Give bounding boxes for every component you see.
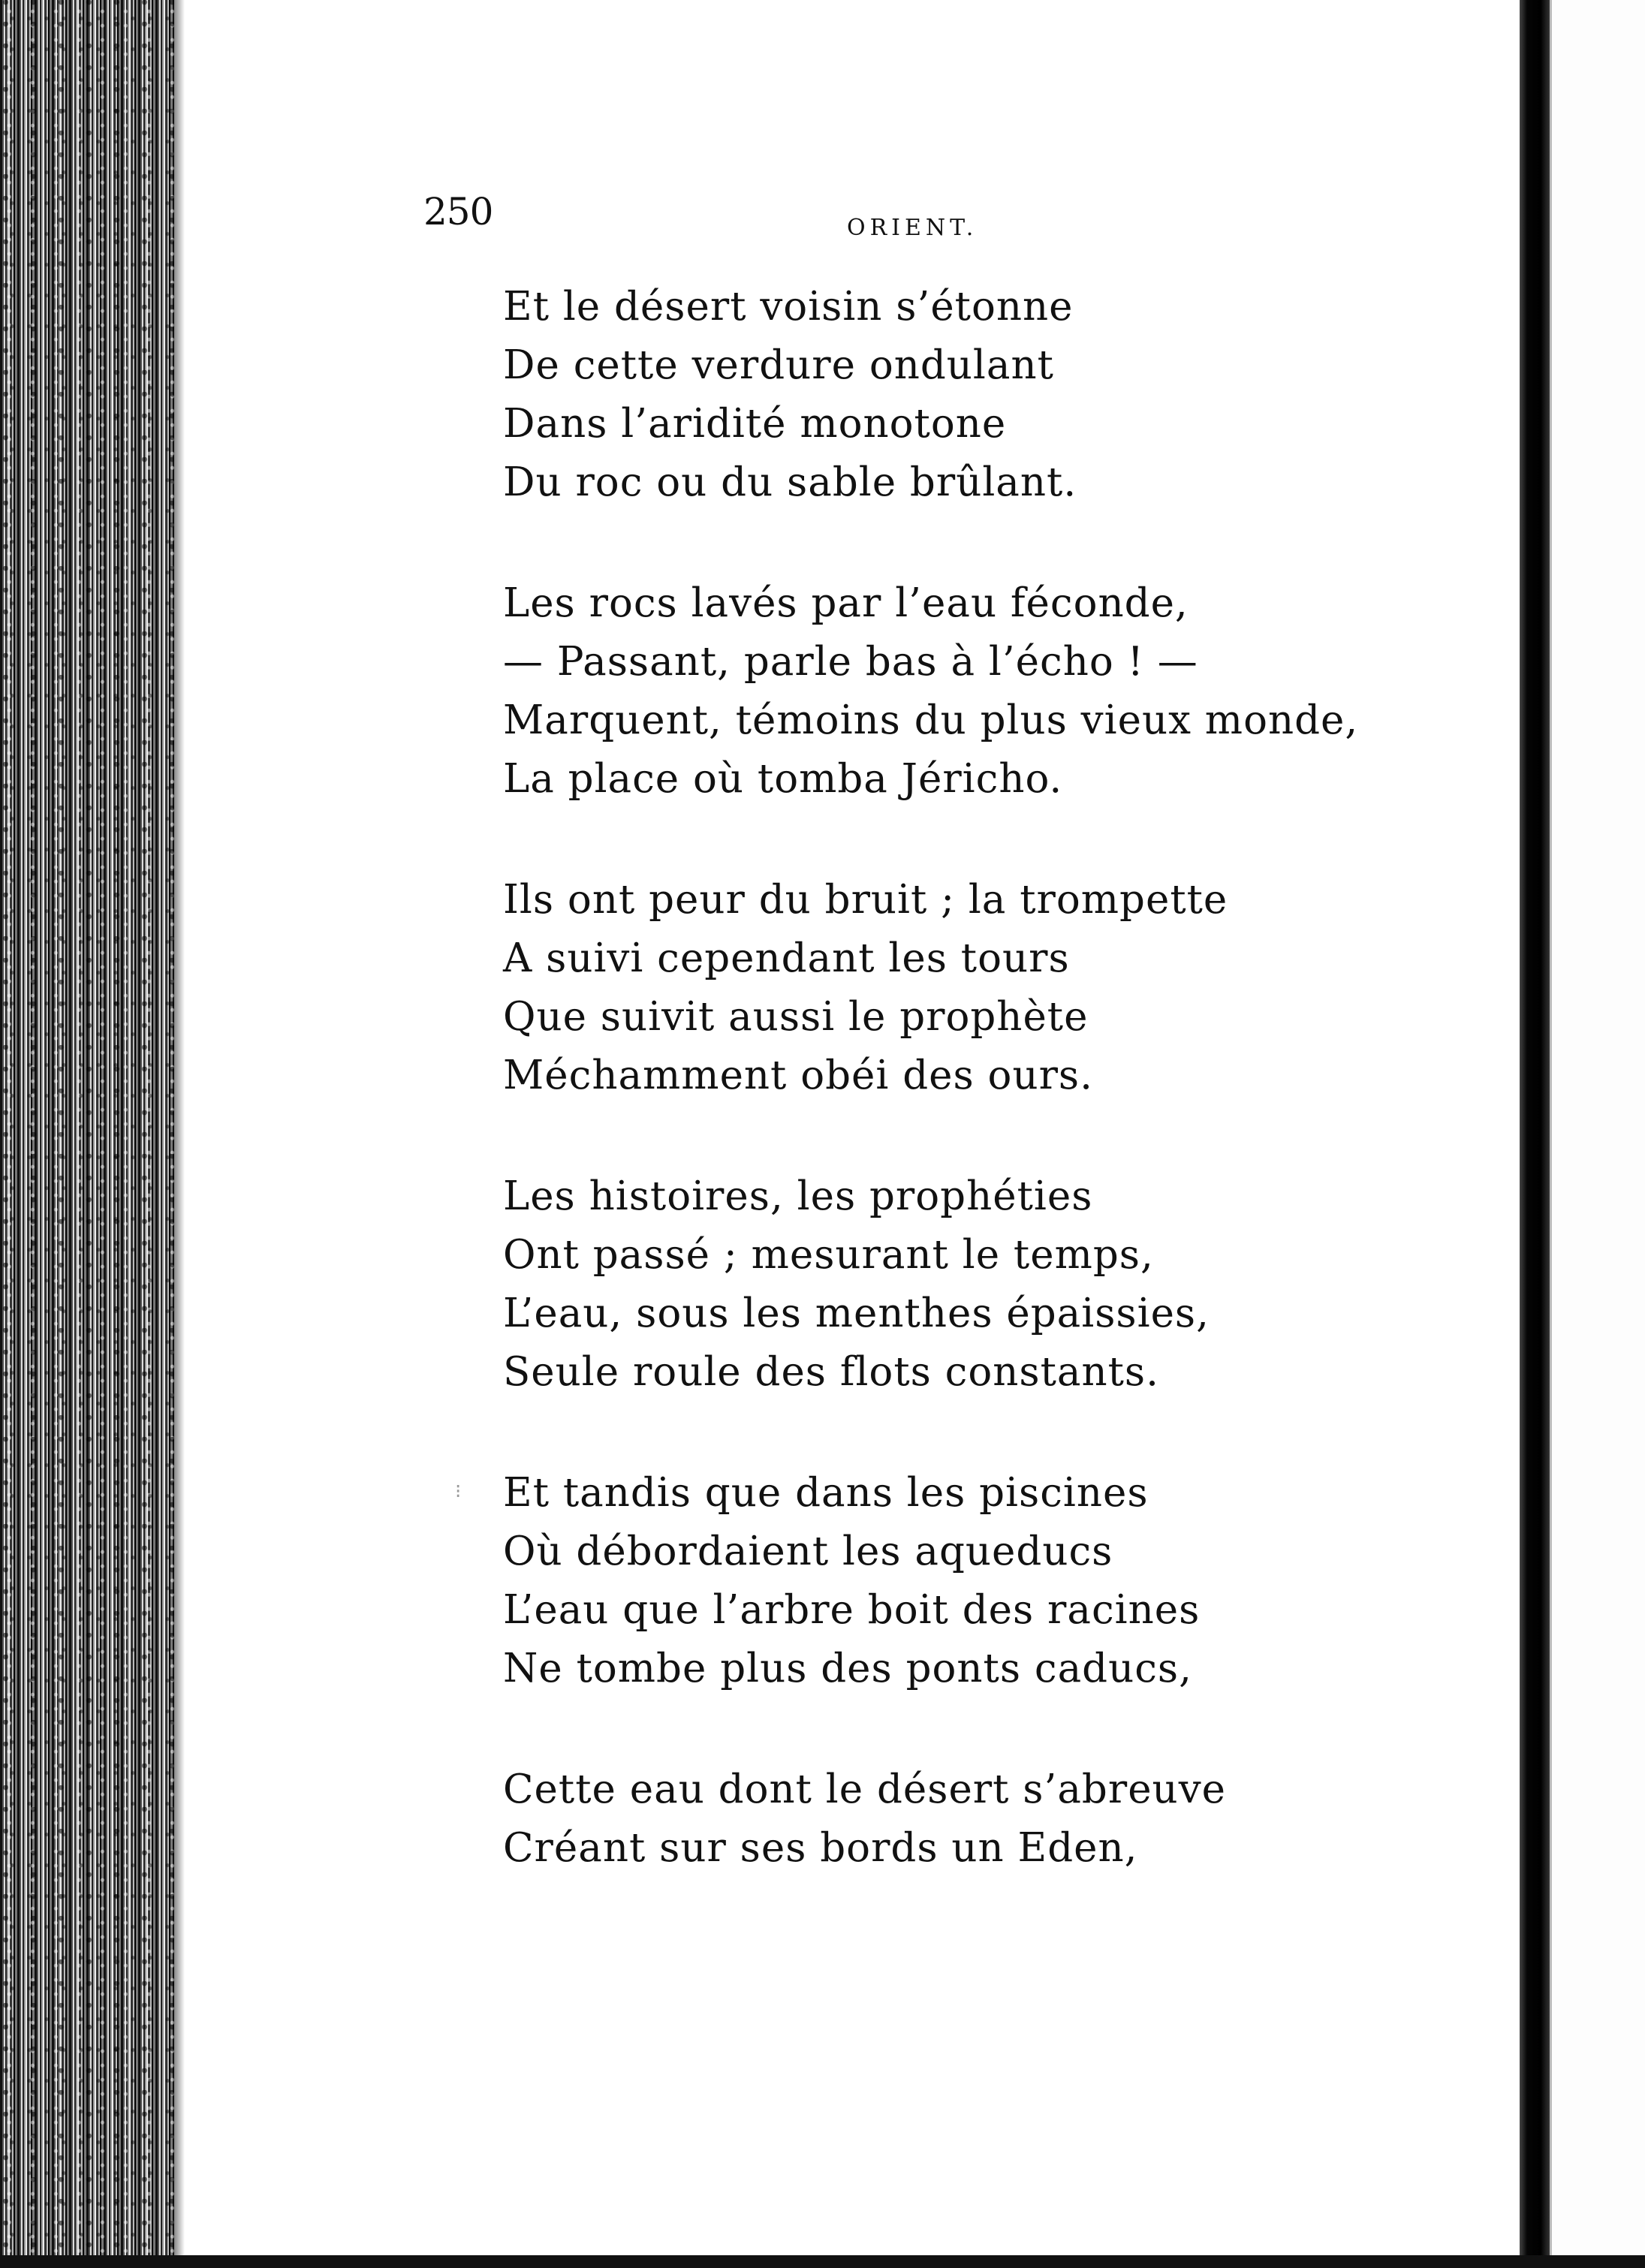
page-edge-left — [0, 0, 174, 2268]
verse-line: Créant sur ses bords un Eden, — [503, 1825, 1138, 1871]
verse-line: Et le désert voisin s’étonne — [503, 284, 1074, 330]
verse-line: La place où tomba Jéricho. — [503, 756, 1063, 802]
verse-line: A suivi cependant les tours — [503, 935, 1070, 981]
scan-bottom-border — [0, 2255, 1645, 2268]
verse-line: Méchamment obéi des ours. — [503, 1053, 1093, 1098]
verse-line: — Passant, parle bas à l’écho ! — — [503, 639, 1198, 685]
verse-line: Où débordaient les aqueducs — [503, 1529, 1113, 1574]
next-page-edge — [1550, 0, 1645, 2268]
stanza-5 — [503, 1464, 1494, 1698]
verse-line: Cette eau dont le désert s’abreuve — [503, 1767, 1227, 1812]
verse-line: Du roc ou du sable brûlant. — [503, 459, 1077, 505]
verse-line: L’eau, sous les menthes épaissies, — [503, 1291, 1210, 1336]
verse-line: Ne tombe plus des ponts caducs, — [503, 1646, 1192, 1691]
verse-line: Ont passé ; mesurant le temps, — [503, 1232, 1154, 1278]
verse-line: Seule roule des flots constants. — [503, 1349, 1159, 1395]
page-number: 250 — [423, 190, 493, 233]
verse-line: De cette verdure ondulant — [503, 342, 1054, 388]
stanza-3 — [503, 871, 1494, 1105]
verse-line: Ils ont peur du bruit ; la trompette — [503, 877, 1228, 923]
stanza-1 — [503, 278, 1494, 512]
verse-line: Les rocs lavés par l’eau féconde, — [503, 580, 1189, 626]
poem-body — [503, 278, 1494, 1940]
verse-line: Dans l’aridité monotone — [503, 401, 1007, 447]
running-head: ORIENT. — [847, 215, 978, 241]
verse-line: Et tandis que dans les piscines — [503, 1470, 1149, 1516]
verse-line: Les histoires, les prophéties — [503, 1173, 1093, 1219]
verse-line: Que suivit aussi le prophète — [503, 994, 1089, 1040]
margin-mark: ⁝ — [455, 1480, 462, 1503]
stanza-6 — [503, 1760, 1494, 1878]
book-binding-right — [1520, 0, 1550, 2268]
stanza-4 — [503, 1167, 1494, 1402]
stanza-2 — [503, 574, 1494, 809]
verse-line: Marquent, témoins du plus vieux monde, — [503, 697, 1359, 743]
verse-line: L’eau que l’arbre boit des racines — [503, 1587, 1201, 1633]
page-edge-shadow — [174, 0, 185, 2268]
